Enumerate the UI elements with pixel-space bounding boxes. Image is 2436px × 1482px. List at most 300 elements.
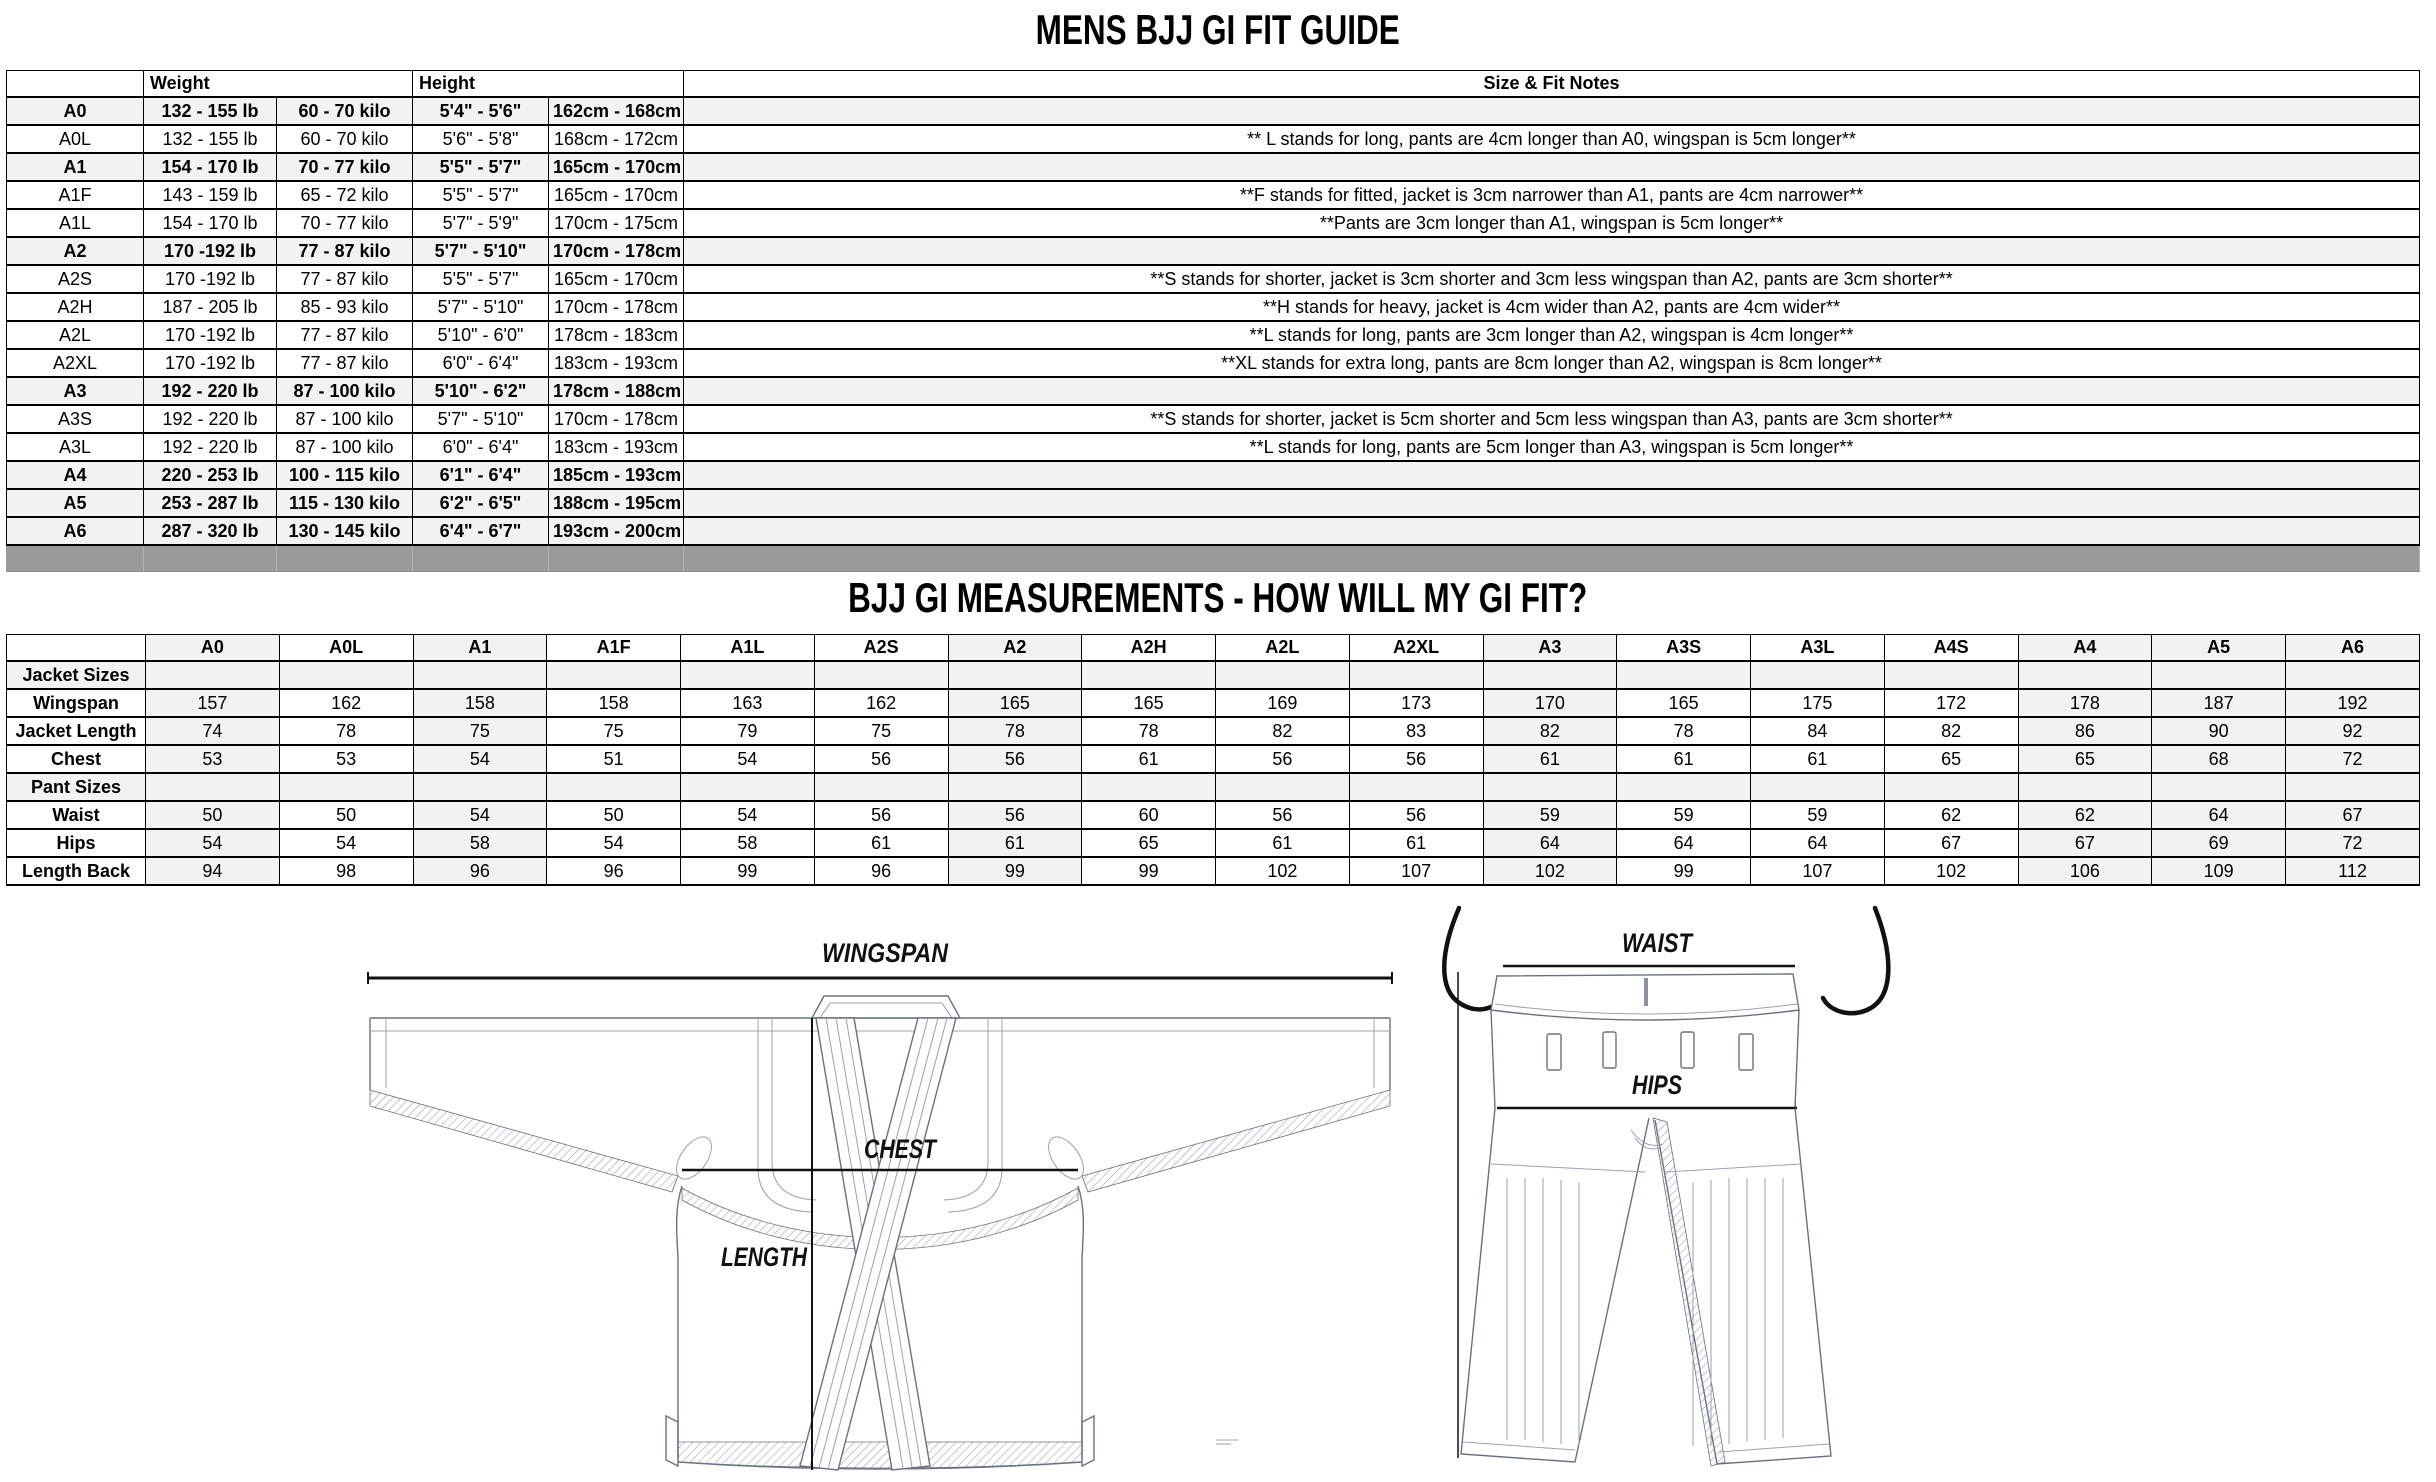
weight-kilo-cell: 130 - 145 kilo xyxy=(277,518,413,546)
pants-diagram xyxy=(1444,908,1888,1466)
jacket-left-sleeve-seam xyxy=(370,1090,678,1192)
measure-value-cell: 78 xyxy=(949,718,1083,746)
height-cm-cell: 170cm - 178cm xyxy=(549,406,684,434)
size-cell: A5 xyxy=(6,490,144,518)
measure-value-cell: 109 xyxy=(2152,858,2286,886)
measure-value-cell: 68 xyxy=(2152,746,2286,774)
measure-value-cell xyxy=(2019,774,2153,802)
fit-guide-body xyxy=(6,70,2420,572)
fit-note-cell: **L stands for long, pants are 5cm longer than A3, wingspan is 5cm longer** xyxy=(684,434,2420,462)
measure-value-cell: 56 xyxy=(949,746,1083,774)
measurements-table xyxy=(6,634,2420,886)
measurements-body xyxy=(6,634,2420,886)
size-col-header-A3L: A3L xyxy=(1751,634,1885,662)
measure-value-cell: 96 xyxy=(547,858,681,886)
size-cell: A1L xyxy=(6,210,144,238)
measure-value-cell xyxy=(681,774,815,802)
size-cell: A0L xyxy=(6,126,144,154)
measurements-title-text: BJJ GI MEASUREMENTS - HOW WILL MY GI FIT? xyxy=(848,574,1588,621)
measure-value-cell xyxy=(2019,662,2153,690)
measurements-row-wingspan xyxy=(6,690,2420,718)
size-col-header-A2H: A2H xyxy=(1082,634,1216,662)
fit-guide-row-A1 xyxy=(6,154,2420,182)
height-cm-cell: 185cm - 193cm xyxy=(549,462,684,490)
measure-value-cell: 82 xyxy=(1216,718,1350,746)
measure-value-cell: 64 xyxy=(1751,830,1885,858)
measure-value-cell: 56 xyxy=(815,802,949,830)
measure-label-cell: Wingspan xyxy=(6,690,146,718)
table-divider-bar xyxy=(6,546,2420,572)
measure-value-cell xyxy=(1617,662,1751,690)
divider-cell xyxy=(144,546,277,572)
jacket-left-side xyxy=(677,1186,682,1458)
size-col-header-A4S: A4S xyxy=(1885,634,2019,662)
measure-value-cell: 67 xyxy=(1885,830,2019,858)
measure-value-cell: 56 xyxy=(949,802,1083,830)
size-cell: A0 xyxy=(6,98,144,126)
measure-value-cell: 54 xyxy=(280,830,414,858)
jacket-collar-top xyxy=(812,996,960,1018)
fit-guide-row-A2XL xyxy=(6,350,2420,378)
jacket-right-side xyxy=(1078,1186,1083,1458)
measure-value-cell xyxy=(2286,662,2420,690)
fit-guide-row-A1F xyxy=(6,182,2420,210)
measure-value-cell: 157 xyxy=(146,690,280,718)
measure-value-cell: 61 xyxy=(1484,746,1618,774)
weight-lb-cell: 170 -192 lb xyxy=(144,350,277,378)
measure-value-cell xyxy=(414,662,548,690)
jacket-diagram xyxy=(368,938,1392,1470)
pants-belt-loop xyxy=(1547,1034,1561,1070)
height-cm-cell: 193cm - 200cm xyxy=(549,518,684,546)
length-label: LENGTH xyxy=(721,1242,808,1272)
size-cell: A4 xyxy=(6,462,144,490)
measure-value-cell: 56 xyxy=(815,746,949,774)
measure-value-cell xyxy=(1216,774,1350,802)
height-cm-cell: 183cm - 193cm xyxy=(549,434,684,462)
measure-value-cell xyxy=(1082,662,1216,690)
weight-kilo-cell: 100 - 115 kilo xyxy=(277,462,413,490)
height-ft-cell: 5'5" - 5'7" xyxy=(413,154,549,182)
weight-kilo-cell: 65 - 72 kilo xyxy=(277,182,413,210)
weight-lb-cell: 170 -192 lb xyxy=(144,266,277,294)
gi-measurement-diagram xyxy=(300,898,1950,1482)
fit-guide-row-A6 xyxy=(6,518,2420,546)
weight-lb-cell: 132 - 155 lb xyxy=(144,126,277,154)
measure-value-cell xyxy=(2152,774,2286,802)
height-ft-cell: 5'5" - 5'7" xyxy=(413,182,549,210)
measure-value-cell xyxy=(815,662,949,690)
weight-kilo-cell: 115 - 130 kilo xyxy=(277,490,413,518)
measure-value-cell: 56 xyxy=(1216,746,1350,774)
height-ft-cell: 6'0" - 6'4" xyxy=(413,434,549,462)
fit-note-cell: **XL stands for extra long, pants are 8cm longer than A2, wingspan is 8cm longer** xyxy=(684,350,2420,378)
weight-kilo-cell: 77 - 87 kilo xyxy=(277,350,413,378)
page-title-text: MENS BJJ GI FIT GUIDE xyxy=(1035,6,1401,53)
measure-value-cell: 78 xyxy=(1082,718,1216,746)
measure-value-cell: 99 xyxy=(1082,858,1216,886)
height-column-header: Height xyxy=(413,70,684,98)
fit-guide-row-A5 xyxy=(6,490,2420,518)
height-cm-cell: 170cm - 178cm xyxy=(549,294,684,322)
pants-belt-loop xyxy=(1739,1034,1753,1070)
height-ft-cell: 5'7" - 5'10" xyxy=(413,406,549,434)
measure-value-cell xyxy=(1484,662,1618,690)
fit-guide-row-A4 xyxy=(6,462,2420,490)
measure-value-cell: 64 xyxy=(2152,802,2286,830)
measurements-row-chest xyxy=(6,746,2420,774)
measure-value-cell: 94 xyxy=(146,858,280,886)
measure-value-cell: 96 xyxy=(815,858,949,886)
measure-value-cell: 165 xyxy=(1617,690,1751,718)
chest-label: CHEST xyxy=(864,1134,938,1164)
fit-note-cell: **Pants are 3cm longer than A1, wingspan is 5cm longer** xyxy=(684,210,2420,238)
measure-value-cell: 75 xyxy=(815,718,949,746)
size-col-header-A1F: A1F xyxy=(547,634,681,662)
weight-kilo-cell: 87 - 100 kilo xyxy=(277,406,413,434)
measure-value-cell: 61 xyxy=(1082,746,1216,774)
measure-value-cell xyxy=(1484,774,1618,802)
divider-cell xyxy=(549,546,684,572)
measure-value-cell: 53 xyxy=(146,746,280,774)
height-ft-cell: 5'5" - 5'7" xyxy=(413,266,549,294)
measure-value-cell xyxy=(1082,774,1216,802)
measure-value-cell: 62 xyxy=(1885,802,2019,830)
measure-value-cell: 72 xyxy=(2286,830,2420,858)
weight-lb-cell: 187 - 205 lb xyxy=(144,294,277,322)
height-ft-cell: 5'4" - 5'6" xyxy=(413,98,549,126)
size-cell: A3 xyxy=(6,378,144,406)
measure-value-cell xyxy=(2152,662,2286,690)
size-col-header-A5: A5 xyxy=(2152,634,2286,662)
measure-label-cell: Length Back xyxy=(6,858,146,886)
height-ft-cell: 6'4" - 6'7" xyxy=(413,518,549,546)
height-cm-cell: 165cm - 170cm xyxy=(549,266,684,294)
measure-value-cell xyxy=(414,774,548,802)
fit-guide-header-row xyxy=(6,70,2420,98)
measure-value-cell: 54 xyxy=(146,830,280,858)
measure-value-cell xyxy=(1617,774,1751,802)
measure-value-cell: 178 xyxy=(2019,690,2153,718)
size-col-header-A1: A1 xyxy=(414,634,548,662)
jacket-right-sleeve-seam xyxy=(1082,1090,1390,1192)
measurements-row-pant-sizes xyxy=(6,774,2420,802)
weight-kilo-cell: 70 - 77 kilo xyxy=(277,154,413,182)
size-col-header-A2: A2 xyxy=(949,634,1083,662)
height-cm-cell: 170cm - 175cm xyxy=(549,210,684,238)
height-ft-cell: 5'10" - 6'2" xyxy=(413,378,549,406)
measure-value-cell: 51 xyxy=(547,746,681,774)
pants-belt-loop xyxy=(1681,1032,1694,1068)
height-ft-cell: 5'6" - 5'8" xyxy=(413,126,549,154)
measure-value-cell: 72 xyxy=(2286,746,2420,774)
measure-value-cell: 61 xyxy=(1751,746,1885,774)
measure-value-cell: 96 xyxy=(414,858,548,886)
measure-value-cell: 158 xyxy=(414,690,548,718)
measure-value-cell: 112 xyxy=(2286,858,2420,886)
page-title xyxy=(0,6,2436,54)
measure-value-cell: 106 xyxy=(2019,858,2153,886)
size-cell: A2L xyxy=(6,322,144,350)
fit-guide-row-A2S xyxy=(6,266,2420,294)
measure-value-cell: 65 xyxy=(2019,746,2153,774)
size-cell: A2H xyxy=(6,294,144,322)
measure-value-cell: 59 xyxy=(1484,802,1618,830)
fit-note-cell: **F stands for fitted, jacket is 3cm narrower than A1, pants are 4cm narrower** xyxy=(684,182,2420,210)
waist-label: WAIST xyxy=(1622,928,1695,958)
weight-lb-cell: 192 - 220 lb xyxy=(144,406,277,434)
measure-value-cell: 61 xyxy=(1617,746,1751,774)
jacket-left-shoulder-seam xyxy=(758,1018,816,1212)
measure-value-cell xyxy=(146,774,280,802)
measure-value-cell: 172 xyxy=(1885,690,2019,718)
measure-value-cell: 61 xyxy=(949,830,1083,858)
measure-value-cell: 50 xyxy=(146,802,280,830)
fit-guide-row-A3 xyxy=(6,378,2420,406)
measure-value-cell: 56 xyxy=(1350,746,1484,774)
measure-value-cell: 75 xyxy=(547,718,681,746)
section-label-cell: Jacket Sizes xyxy=(6,662,146,690)
fit-guide-row-A2H xyxy=(6,294,2420,322)
measure-value-cell: 90 xyxy=(2152,718,2286,746)
fit-note-cell xyxy=(684,518,2420,546)
size-col-header-A3S: A3S xyxy=(1617,634,1751,662)
weight-lb-cell: 170 -192 lb xyxy=(144,322,277,350)
weight-kilo-cell: 77 - 87 kilo xyxy=(277,238,413,266)
measure-value-cell: 74 xyxy=(146,718,280,746)
height-ft-cell: 6'1" - 6'4" xyxy=(413,462,549,490)
divider-cell xyxy=(684,546,2420,572)
fit-note-cell xyxy=(684,490,2420,518)
measure-value-cell xyxy=(1885,774,2019,802)
size-col-header-A2L: A2L xyxy=(1216,634,1350,662)
measure-value-cell xyxy=(681,662,815,690)
size-cell: A2XL xyxy=(6,350,144,378)
size-cell: A1 xyxy=(6,154,144,182)
measure-value-cell: 107 xyxy=(1751,858,1885,886)
measure-label-cell: Waist xyxy=(6,802,146,830)
measurements-title xyxy=(0,574,2436,622)
measurements-row-waist xyxy=(6,802,2420,830)
measure-value-cell: 158 xyxy=(547,690,681,718)
measure-value-cell: 78 xyxy=(1617,718,1751,746)
measure-value-cell: 58 xyxy=(681,830,815,858)
size-cell: A2 xyxy=(6,238,144,266)
measure-value-cell xyxy=(547,662,681,690)
wingspan-label: WINGSPAN xyxy=(822,938,949,968)
measure-value-cell xyxy=(1350,774,1484,802)
measure-value-cell: 75 xyxy=(414,718,548,746)
measurements-header-row xyxy=(6,634,2420,662)
measure-label-cell: Jacket Length xyxy=(6,718,146,746)
height-cm-cell: 165cm - 170cm xyxy=(549,154,684,182)
measure-value-cell: 83 xyxy=(1350,718,1484,746)
fit-note-cell: **S stands for shorter, jacket is 5cm shorter and 5cm less wingspan than A3, pants are 3cm shorter** xyxy=(684,406,2420,434)
measure-value-cell xyxy=(949,774,1083,802)
measurements-row-length-back xyxy=(6,858,2420,886)
measure-value-cell: 92 xyxy=(2286,718,2420,746)
measure-label-cell: Chest xyxy=(6,746,146,774)
measure-value-cell: 50 xyxy=(547,802,681,830)
weight-lb-cell: 143 - 159 lb xyxy=(144,182,277,210)
measure-value-cell xyxy=(146,662,280,690)
measure-value-cell: 162 xyxy=(815,690,949,718)
size-col-header-A3: A3 xyxy=(1484,634,1618,662)
measure-value-cell: 54 xyxy=(414,746,548,774)
measure-value-cell: 54 xyxy=(414,802,548,830)
fit-note-cell xyxy=(684,462,2420,490)
measure-value-cell: 50 xyxy=(280,802,414,830)
fit-note-cell: **S stands for shorter, jacket is 3cm shorter and 3cm less wingspan than A2, pants are 3cm shorter** xyxy=(684,266,2420,294)
size-cell: A1F xyxy=(6,182,144,210)
measure-value-cell xyxy=(815,774,949,802)
pants-left-leg-stitching xyxy=(1507,1178,1579,1446)
pants-yoke-seams xyxy=(1491,1164,1801,1172)
measure-value-cell xyxy=(1751,774,1885,802)
height-ft-cell: 5'7" - 5'10" xyxy=(413,238,549,266)
weight-kilo-cell: 60 - 70 kilo xyxy=(277,98,413,126)
measure-value-cell: 165 xyxy=(949,690,1083,718)
measure-value-cell xyxy=(280,662,414,690)
size-col-header-A0: A0 xyxy=(146,634,280,662)
height-ft-cell: 5'10" - 6'0" xyxy=(413,322,549,350)
weight-lb-cell: 287 - 320 lb xyxy=(144,518,277,546)
height-cm-cell: 178cm - 188cm xyxy=(549,378,684,406)
measure-value-cell: 102 xyxy=(1885,858,2019,886)
weight-kilo-cell: 85 - 93 kilo xyxy=(277,294,413,322)
fit-note-cell: **H stands for heavy, jacket is 4cm wider than A2, pants are 4cm wider** xyxy=(684,294,2420,322)
size-col-header-A1L: A1L xyxy=(681,634,815,662)
measure-value-cell: 102 xyxy=(1484,858,1618,886)
height-cm-cell: 165cm - 170cm xyxy=(549,182,684,210)
hips-label: HIPS xyxy=(1632,1070,1682,1100)
measure-value-cell: 60 xyxy=(1082,802,1216,830)
jacket-right-shoulder-seam xyxy=(944,1018,1002,1212)
measure-value-cell: 84 xyxy=(1751,718,1885,746)
fit-guide-row-A0 xyxy=(6,98,2420,126)
fit-note-cell: ** L stands for long, pants are 4cm longer than A0, wingspan is 5cm longer** xyxy=(684,126,2420,154)
measure-value-cell: 69 xyxy=(2152,830,2286,858)
measure-label-cell: Hips xyxy=(6,830,146,858)
size-cell: A3L xyxy=(6,434,144,462)
height-cm-cell: 170cm - 178cm xyxy=(549,238,684,266)
height-cm-cell: 162cm - 168cm xyxy=(549,98,684,126)
fit-guide-table xyxy=(6,70,2420,572)
measure-value-cell: 170 xyxy=(1484,690,1618,718)
measure-value-cell: 65 xyxy=(1885,746,2019,774)
fit-guide-row-A3S xyxy=(6,406,2420,434)
height-ft-cell: 6'0" - 6'4" xyxy=(413,350,549,378)
pants-left-leg xyxy=(1461,1108,1649,1462)
divider-cell xyxy=(413,546,549,572)
measure-value-cell xyxy=(1350,662,1484,690)
weight-kilo-cell: 77 - 87 kilo xyxy=(277,266,413,294)
measure-value-cell xyxy=(280,774,414,802)
section-label-cell: Pant Sizes xyxy=(6,774,146,802)
weight-kilo-cell: 87 - 100 kilo xyxy=(277,378,413,406)
fit-note-cell xyxy=(684,98,2420,126)
weight-kilo-cell: 77 - 87 kilo xyxy=(277,322,413,350)
measure-value-cell: 78 xyxy=(280,718,414,746)
measure-value-cell: 67 xyxy=(2019,830,2153,858)
measure-value-cell: 61 xyxy=(1350,830,1484,858)
fit-guide-row-A1L xyxy=(6,210,2420,238)
pants-right-drawstring xyxy=(1823,908,1888,1013)
weight-kilo-cell: 87 - 100 kilo xyxy=(277,434,413,462)
measure-value-cell: 175 xyxy=(1751,690,1885,718)
measure-value-cell: 162 xyxy=(280,690,414,718)
measurements-row-jacket-sizes xyxy=(6,662,2420,690)
fit-guide-row-A0L xyxy=(6,126,2420,154)
measure-value-cell: 54 xyxy=(547,830,681,858)
height-cm-cell: 183cm - 193cm xyxy=(549,350,684,378)
height-ft-cell: 5'7" - 5'10" xyxy=(413,294,549,322)
measure-value-cell xyxy=(547,774,681,802)
weight-lb-cell: 192 - 220 lb xyxy=(144,378,277,406)
size-cell: A3S xyxy=(6,406,144,434)
measure-value-cell: 99 xyxy=(681,858,815,886)
measure-value-cell: 61 xyxy=(815,830,949,858)
measure-value-cell: 107 xyxy=(1350,858,1484,886)
measure-value-cell: 59 xyxy=(1751,802,1885,830)
height-cm-cell: 188cm - 195cm xyxy=(549,490,684,518)
measure-value-cell: 54 xyxy=(681,746,815,774)
fit-note-cell: **L stands for long, pants are 3cm longer than A2, wingspan is 4cm longer** xyxy=(684,322,2420,350)
height-cm-cell: 168cm - 172cm xyxy=(549,126,684,154)
measure-value-cell xyxy=(1751,662,1885,690)
measure-value-cell: 165 xyxy=(1082,690,1216,718)
size-col-header-A2XL: A2XL xyxy=(1350,634,1484,662)
size-col-header-A2S: A2S xyxy=(815,634,949,662)
measure-value-cell: 173 xyxy=(1350,690,1484,718)
measure-value-cell xyxy=(949,662,1083,690)
jacket-sleeve-inner-lines xyxy=(370,1018,1390,1088)
weight-lb-cell: 154 - 170 lb xyxy=(144,154,277,182)
measure-value-cell: 64 xyxy=(1617,830,1751,858)
fit-guide-row-A2L xyxy=(6,322,2420,350)
measurements-corner-cell xyxy=(6,634,146,662)
height-cm-cell: 178cm - 183cm xyxy=(549,322,684,350)
measure-value-cell xyxy=(2286,774,2420,802)
size-cell: A2S xyxy=(6,266,144,294)
jacket-sleeve-top xyxy=(370,1018,1390,1090)
notes-column-header: Size & Fit Notes xyxy=(684,70,2420,98)
measure-value-cell: 61 xyxy=(1216,830,1350,858)
size-cell: A6 xyxy=(6,518,144,546)
jacket-hem-band xyxy=(678,1442,1082,1468)
measure-value-cell: 82 xyxy=(1885,718,2019,746)
fit-note-cell xyxy=(684,238,2420,266)
size-col-header-A4: A4 xyxy=(2019,634,2153,662)
measure-value-cell: 82 xyxy=(1484,718,1618,746)
measurements-row-hips xyxy=(6,830,2420,858)
measure-value-cell: 56 xyxy=(1350,802,1484,830)
weight-lb-cell: 170 -192 lb xyxy=(144,238,277,266)
divider-cell xyxy=(277,546,413,572)
fit-note-cell xyxy=(684,378,2420,406)
weight-column-header: Weight xyxy=(144,70,413,98)
measure-value-cell: 53 xyxy=(280,746,414,774)
jacket-corner-mark xyxy=(1216,1440,1238,1444)
weight-kilo-cell: 60 - 70 kilo xyxy=(277,126,413,154)
weight-lb-cell: 154 - 170 lb xyxy=(144,210,277,238)
measure-value-cell: 98 xyxy=(280,858,414,886)
fit-note-cell xyxy=(684,154,2420,182)
fit-guide-row-A3L xyxy=(6,434,2420,462)
measure-value-cell: 99 xyxy=(949,858,1083,886)
measure-value-cell: 67 xyxy=(2286,802,2420,830)
measure-value-cell: 102 xyxy=(1216,858,1350,886)
